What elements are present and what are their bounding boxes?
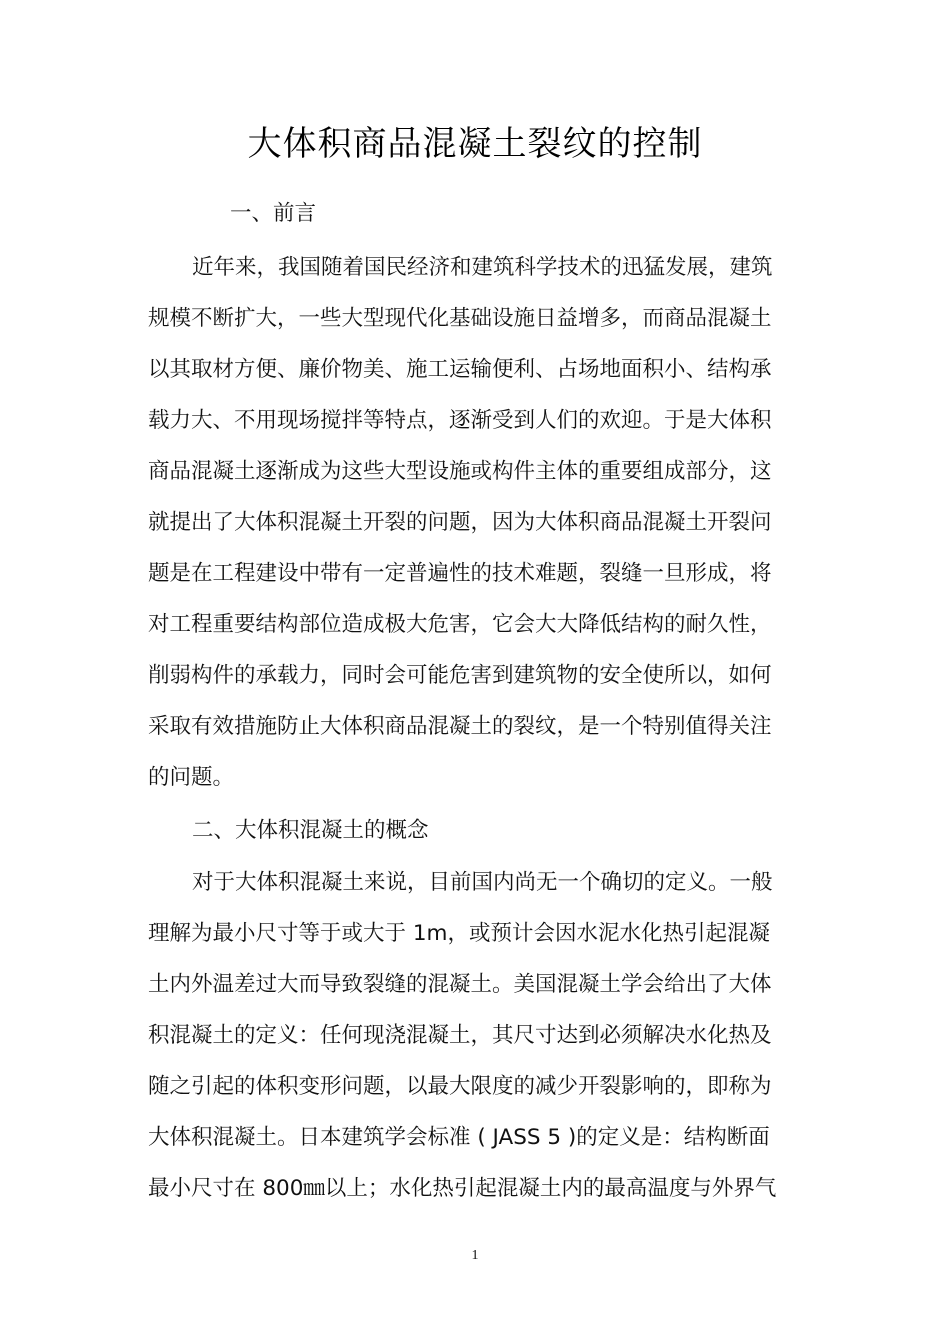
paragraph-line: 削弱构件的承载力，同时会可能危害到建筑物的安全使所以，如何 [148,663,772,688]
section-heading-preface: 一、前言 [230,201,317,226]
paragraph-line: 商品混凝土逐渐成为这些大型设施或构件主体的重要组成部分，这 [148,459,772,484]
paragraph-line: 对工程重要结构部位造成极大危害，它会大大降低结构的耐久性， [148,612,772,637]
paragraph-line: 近年来，我国随着国民经济和建筑科学技术的迅猛发展，建筑 [192,255,773,280]
section-heading-concept: 二、大体积混凝土的概念 [192,818,429,843]
paragraph-line: 积混凝土的定义：任何现浇混凝土，其尺寸达到必须解决水化热及 [148,1023,772,1048]
paragraph-line: 土内外温差过大而导致裂缝的混凝土。美国混凝土学会给出了大体 [148,972,772,997]
paragraph-line: 随之引起的体积变形问题，以最大限度的减少开裂影响的，即称为 [148,1074,772,1099]
paragraph-line: 题是在工程建设中带有一定普遍性的技术难题，裂缝一旦形成，将 [148,561,772,586]
paragraph-line: 以其取材方便、廉价物美、施工运输便利、占场地面积小、结构承 [148,357,772,382]
paragraph-line: 的问题。 [148,765,235,790]
paragraph-line: 大体积混凝土。日本建筑学会标准 ( JASS 5 )的定义是：结构断面 [148,1125,770,1150]
paragraph-line: 理解为最小尺寸等于或大于 1m，或预计会因水泥水化热引起混凝 [148,921,770,946]
paragraph-line: 对于大体积混凝土来说，目前国内尚无一个确切的定义。一般 [192,870,773,895]
paragraph-line: 最小尺寸在 800㎜以上；水化热引起混凝土内的最高温度与外界气 [148,1176,777,1201]
paragraph-line: 载力大、不用现场搅拌等特点，逐渐受到人们的欢迎。于是大体积 [148,408,772,433]
paragraph-line: 就提出了大体积混凝土开裂的问题，因为大体积商品混凝土开裂问 [148,510,772,535]
paragraph-line: 规模不断扩大，一些大型现代化基础设施日益增多，而商品混凝土 [148,306,772,331]
page-number: 1 [471,1248,479,1263]
document-title: 大体积商品混凝土裂纹的控制 [247,124,703,164]
paragraph-line: 采取有效措施防止大体积商品混凝土的裂纹，是一个特别值得关注 [148,714,772,739]
